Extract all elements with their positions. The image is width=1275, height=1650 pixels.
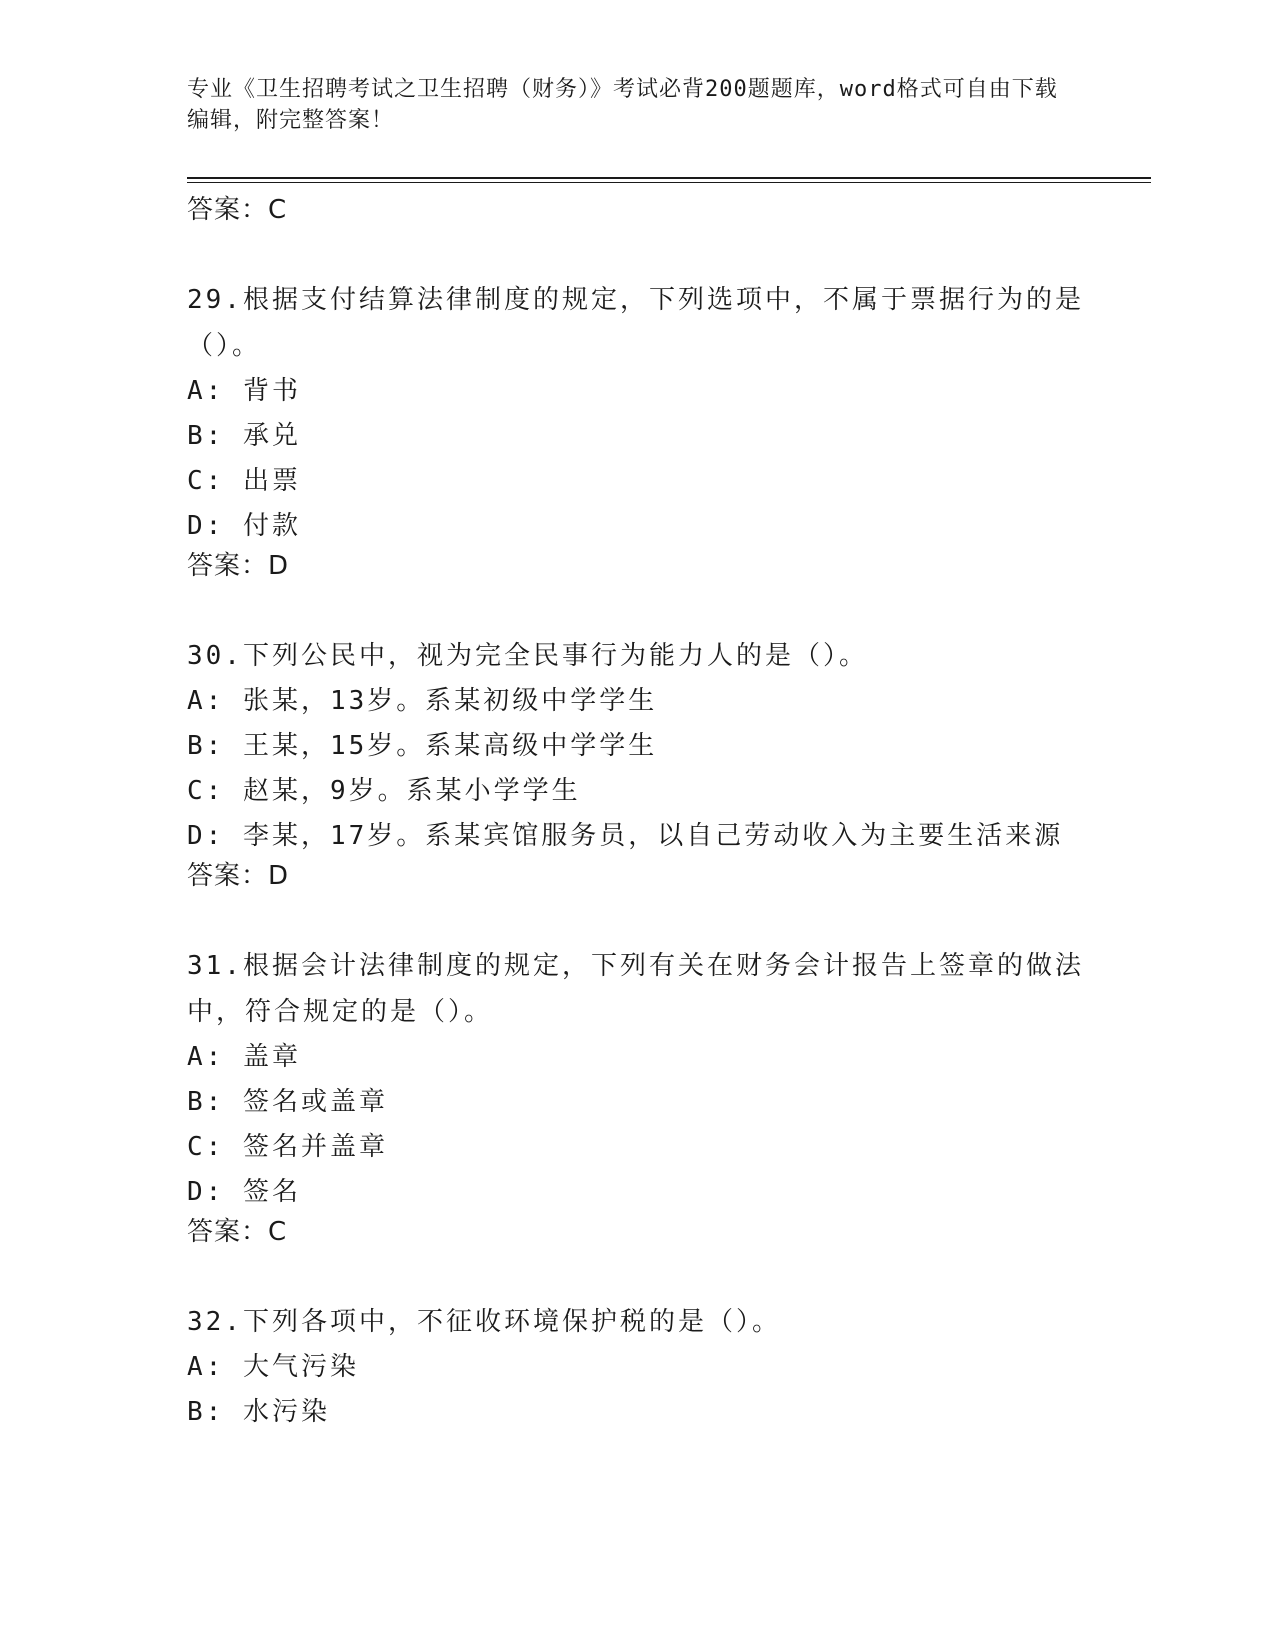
option-c: C: 签名并盖章 (187, 1132, 388, 1162)
question-31 (187, 943, 1087, 1249)
option-a: A: 大气污染 (187, 1352, 359, 1382)
option-c: C: 出票 (187, 466, 301, 496)
option-a: A: 盖章 (187, 1042, 301, 1072)
question-stem: 30.下列公民中，视为完全民事行为能力人的是（）。 (187, 641, 868, 671)
header-divider-thick (187, 177, 1151, 179)
question-stem: 31.根据会计法律制度的规定，下列有关在财务会计报告上签章的做法中，符合规定的是（）。 (187, 951, 1084, 1027)
option-d: D: 签名 (187, 1177, 301, 1207)
answer-label: 答案：C (187, 195, 288, 225)
option-d: D: 李某，17岁。系某宾馆服务员，以自己劳动收入为主要生活来源 (187, 821, 1064, 851)
page-header: 专业《卫生招聘考试之卫生招聘（财务）》考试必背200题题库，word格式可自由下载编辑，附完整答案！ (187, 77, 1058, 133)
document-body (187, 193, 1087, 1435)
header-divider-thin (187, 182, 1151, 183)
question-stem: 32.下列各项中，不征收环境保护税的是（）。 (187, 1307, 781, 1337)
question-29 (187, 277, 1087, 583)
option-b: B: 签名或盖章 (187, 1087, 388, 1117)
answer-label: 答案：D (187, 861, 290, 891)
option-d: D: 付款 (187, 511, 301, 541)
answer-label: 答案：C (187, 1217, 288, 1247)
answer-label: 答案：D (187, 551, 290, 581)
question-30 (187, 633, 1087, 893)
option-b: B: 王某，15岁。系某高级中学学生 (187, 731, 658, 761)
option-a: A: 张某，13岁。系某初级中学学生 (187, 686, 658, 716)
question-stem: 29.根据支付结算法律制度的规定，下列选项中，不属于票据行为的是（）。 (187, 285, 1084, 361)
option-a: A: 背书 (187, 376, 301, 406)
question-32 (187, 1299, 1087, 1435)
option-c: C: 赵某，9岁。系某小学学生 (187, 776, 581, 806)
option-b: B: 水污染 (187, 1397, 330, 1427)
option-b: B: 承兑 (187, 421, 301, 451)
